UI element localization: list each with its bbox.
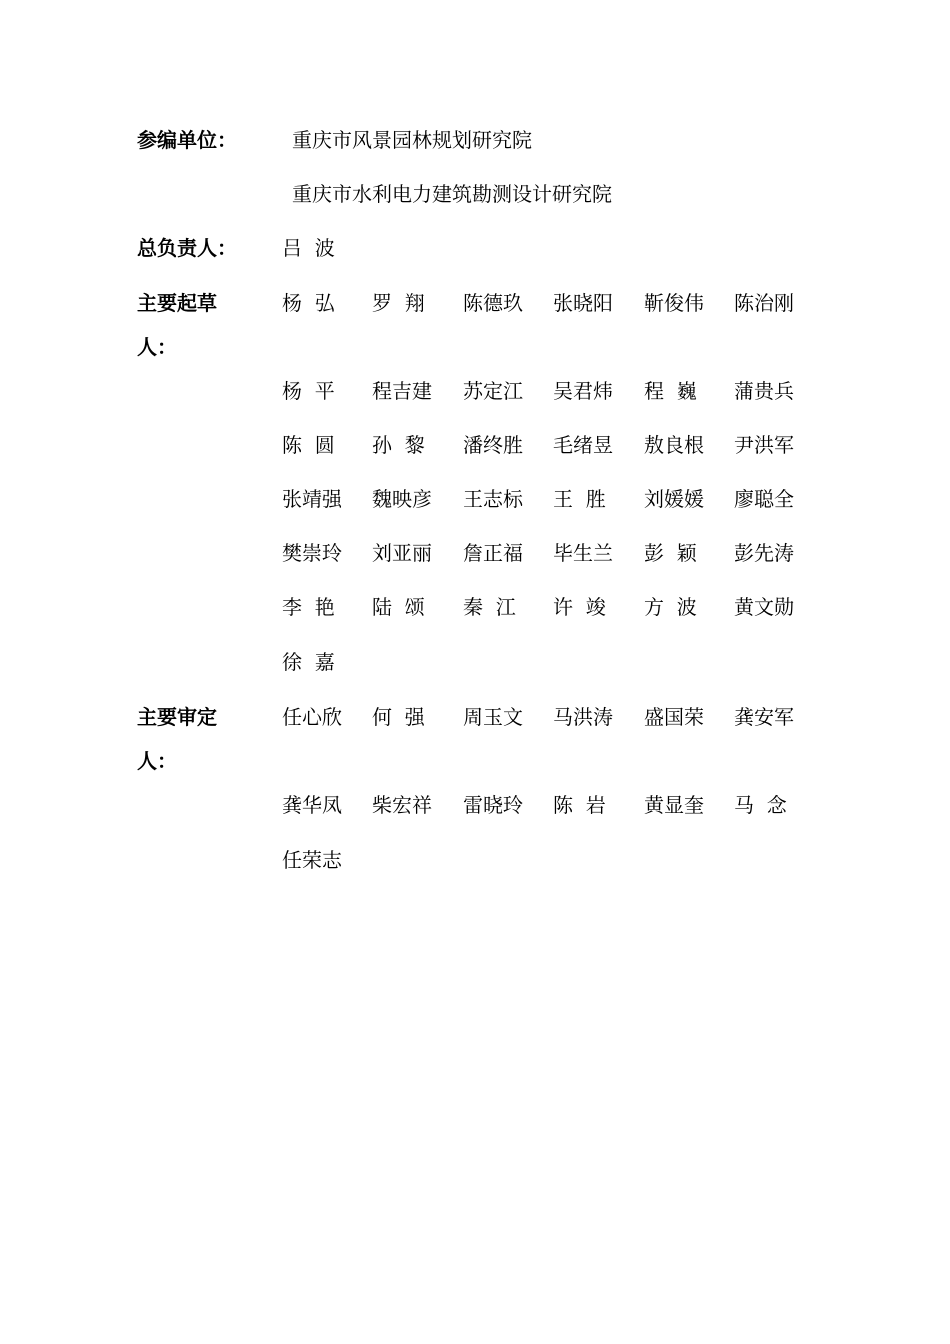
- drafters-row: [282, 484, 822, 514]
- reviewer-name: 龚华凤: [282, 793, 342, 817]
- drafter-name: 秦 江: [463, 595, 516, 619]
- drafter-name: 陆 颂: [372, 595, 425, 619]
- drafter-name: 张晓阳: [553, 291, 613, 315]
- drafter-name: 孙 黎: [372, 433, 425, 457]
- reviewer-name: 马洪涛: [553, 705, 613, 729]
- drafters-row: [282, 288, 822, 318]
- reviewers-row: [282, 845, 822, 875]
- chief-person-name: 吕 波: [282, 236, 335, 260]
- drafter-name: 彭 颖: [644, 541, 697, 565]
- drafter-name: 刘亚丽: [372, 541, 432, 565]
- chief-person-label: 总负责人：: [137, 236, 237, 260]
- reviewer-name: 柴宏祥: [372, 793, 432, 817]
- drafters-row: [282, 647, 822, 677]
- participating-units-label: 参编单位：: [137, 128, 237, 152]
- drafter-name: 潘终胜: [463, 433, 523, 457]
- drafter-name: 毛绪昱: [553, 433, 613, 457]
- drafter-name: 廖聪全: [734, 487, 794, 511]
- drafter-name: 魏映彦: [372, 487, 432, 511]
- drafter-name: 苏定江: [463, 379, 523, 403]
- participating-unit-1: 重庆市风景园林规划研究院: [292, 128, 532, 152]
- drafter-name: 黄文勋: [734, 595, 794, 619]
- reviewer-name: 马 念: [734, 793, 787, 817]
- drafter-name: 李 艳: [282, 595, 335, 619]
- drafter-name: 尹洪军: [734, 433, 794, 457]
- drafter-name: 樊崇玲: [282, 541, 342, 565]
- drafter-name: 张靖强: [282, 487, 342, 511]
- drafter-name: 方 波: [644, 595, 697, 619]
- reviewers-row: [282, 702, 822, 732]
- reviewer-name: 龚安军: [734, 705, 794, 729]
- participating-unit-2: 重庆市水利电力建筑勘测设计研究院: [292, 182, 612, 206]
- drafter-name: 许 竣: [553, 595, 606, 619]
- reviewer-name: 黄显奎: [644, 793, 704, 817]
- drafter-name: 杨 弘: [282, 291, 335, 315]
- drafter-name: 吴君炜: [553, 379, 613, 403]
- reviewer-name: 盛国荣: [644, 705, 704, 729]
- drafter-name: 杨 平: [282, 379, 335, 403]
- reviewer-name: 周玉文: [463, 705, 523, 729]
- reviewer-name: 任心欣: [282, 705, 342, 729]
- drafters-row: [282, 592, 822, 622]
- drafter-name: 王 胜: [553, 487, 606, 511]
- drafter-name: 刘媛媛: [644, 487, 704, 511]
- drafter-name: 靳俊伟: [644, 291, 704, 315]
- drafter-name: 敖良根: [644, 433, 704, 457]
- main-drafters-label: 主要起草人：: [137, 291, 217, 359]
- reviewer-name: 陈 岩: [553, 793, 606, 817]
- drafter-name: 陈 圆: [282, 433, 335, 457]
- reviewer-name: 何 强: [372, 705, 425, 729]
- drafter-name: 詹正福: [463, 541, 523, 565]
- drafter-name: 毕生兰: [553, 541, 613, 565]
- reviewer-name: 任荣志: [282, 848, 342, 872]
- reviewer-name: 雷晓玲: [463, 793, 523, 817]
- drafter-name: 蒲贵兵: [734, 379, 794, 403]
- drafter-name: 王志标: [463, 487, 523, 511]
- drafter-name: 陈治刚: [734, 291, 794, 315]
- drafter-name: 程吉建: [372, 379, 432, 403]
- drafters-row: [282, 376, 822, 406]
- drafter-name: 罗 翔: [372, 291, 425, 315]
- drafters-row: [282, 430, 822, 460]
- drafters-row: [282, 538, 822, 568]
- drafter-name: 程 巍: [644, 379, 697, 403]
- main-reviewers-label: 主要审定人：: [137, 705, 217, 773]
- drafter-name: 陈德玖: [463, 291, 523, 315]
- reviewers-row: [282, 790, 822, 820]
- drafter-name: 彭先涛: [734, 541, 794, 565]
- drafter-name: 徐 嘉: [282, 650, 335, 674]
